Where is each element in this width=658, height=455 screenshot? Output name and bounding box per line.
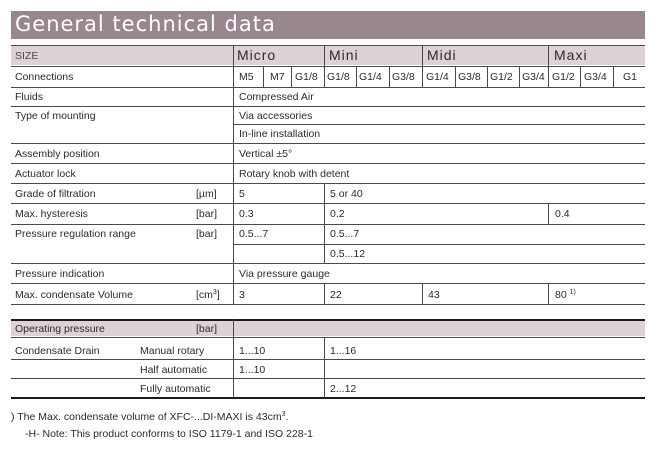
connection-cell: G1/4 [426,71,449,83]
connection-cell: G1/2 [490,71,513,83]
fluids-value: Compressed Air [239,91,314,103]
size-maxi: Maxi [554,47,588,63]
drain-micro: 1...10 [239,364,266,376]
footnote-iso: -H- Note: This product conforms to ISO 1179-1 and ISO 228-1 [25,428,313,440]
drain-type: Half automatic [140,364,208,376]
hysteresis-maxi: 0.4 [555,208,570,220]
condensate-volume-label: Max. condensate Volume [15,289,133,301]
connections-label: Connections [15,71,74,83]
condensate-volume-mini: 22 [330,289,342,301]
actuator-label: Actuator lock [15,168,76,180]
filtration-rest: 5 or 40 [330,188,363,200]
connection-cell: G3/4 [584,71,607,83]
connection-cell: M7 [270,71,285,83]
size-row-band [11,46,645,65]
filtration-micro: 5 [239,188,245,200]
connection-cell: G1/4 [359,71,382,83]
title-bar [11,11,645,39]
connection-cell: G3/8 [392,71,415,83]
connection-cell: G3/8 [458,71,481,83]
drain-rest: 1...16 [330,345,357,357]
size-mini: Mini [329,47,359,63]
connection-cell: G1 [623,71,638,83]
condensate-volume-micro: 3 [239,289,245,301]
operating-pressure-band [11,320,645,336]
assembly-label: Assembly position [15,148,100,160]
fluids-label: Fluids [15,91,44,103]
drain-type: Manual rotary [140,345,205,357]
pressure-range-value: 0.5...12 [330,248,366,260]
condensate-volume-unit: $[cm^3]$ [196,289,220,301]
drain-micro: 1...10 [239,345,266,357]
drain-label: Condensate Drain [15,345,100,357]
size-label: SIZE [15,50,39,62]
connection-cell: G1/8 [327,71,350,83]
page-title: General technical data [15,12,276,36]
pressure-range-unit: [bar] [196,228,218,240]
pressure-range-micro: 0.5...7 [239,228,269,240]
drain-type: Fully automatic [140,383,211,395]
filtration-unit: [µm] [196,188,217,200]
hysteresis-micro: 0.3 [239,208,254,220]
indication-label: Pressure indication [15,268,105,280]
operating-pressure-label: Operating pressure [15,323,105,335]
filtration-label: Grade of filtration [15,188,96,200]
assembly-value: Vertical ±5° [239,148,293,160]
size-micro: Micro [237,47,277,63]
connection-cell: M5 [239,71,254,83]
hysteresis-mini-midi: 0.2 [330,208,345,220]
size-midi: Midi [427,47,457,63]
drain-rest: 2...12 [330,383,357,395]
condensate-volume-midi: 43 [428,289,440,301]
operating-pressure-unit: [bar] [196,323,218,335]
hysteresis-label: Max. hysteresis [15,208,88,220]
hysteresis-unit: [bar] [196,208,218,220]
condensate-volume-maxi: 80 $^{1)}$ [555,289,576,301]
pressure-range-value: 0.5...7 [330,228,360,240]
actuator-value: Rotary knob with detent [239,168,350,180]
connection-cell: G1/8 [295,71,318,83]
mounting-value: In-line installation [239,128,321,140]
connection-cell: G3/4 [522,71,545,83]
mounting-value: Via accessories [239,110,313,122]
footnote-condensate: ) The Max. condensate volume of XFC-...DI-MAXI is $43cm^3$. [11,411,289,423]
connection-cell: G1/2 [552,71,575,83]
pressure-range-label: Pressure regulation range [15,228,136,240]
indication-value: Via pressure gauge [239,268,330,280]
mounting-label: Type of mounting [15,110,96,122]
